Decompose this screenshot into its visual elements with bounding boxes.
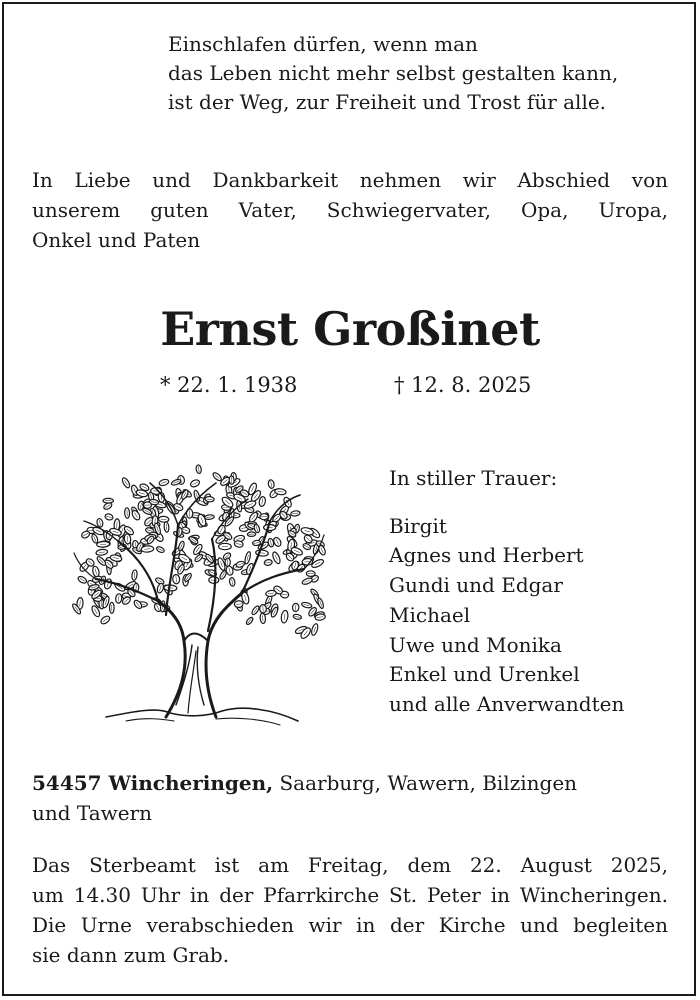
mourners-block	[389, 464, 624, 720]
intro-line: In Liebe und Dankbarkeit nehmen wir Abschied von	[32, 168, 668, 192]
poem	[168, 30, 618, 117]
location-places: Saarburg, Wawern, Bilzingen	[273, 771, 578, 795]
mourner-name: Uwe und Monika	[389, 632, 562, 657]
poem-line: das Leben nicht mehr selbst gestalten kann,	[168, 61, 619, 85]
deceased-name: Ernst Großinet	[160, 302, 540, 356]
poem-line: Einschlafen dürfen, wenn man	[168, 32, 478, 56]
intro-text	[32, 165, 668, 255]
mourner-name: Birgit	[389, 513, 447, 538]
service-text	[32, 850, 668, 970]
death-date: † 12. 8. 2025	[394, 373, 532, 397]
location-line2: und Tawern	[32, 801, 153, 825]
poem-line: ist der Weg, zur Freiheit und Trost für alle.	[168, 90, 607, 114]
birth-date: * 22. 1. 1938	[160, 373, 298, 397]
intro-line: Onkel und Paten	[32, 228, 201, 252]
service-line: um 14.30 Uhr in der Pfarrkirche St. Peter in Wincheringen.	[32, 883, 668, 907]
service-line: Das Sterbeamt ist am Freitag, dem 22. August 2025,	[32, 853, 668, 877]
location-town: 54457 Wincheringen,	[32, 771, 274, 795]
location-block	[32, 768, 668, 828]
intro-line: unserem guten Vater, Schwiegervater, Opa, Uropa,	[32, 198, 668, 222]
mourner-name: Gundi und Edgar	[389, 573, 563, 598]
mourner-name: und alle Anverwandten	[389, 691, 625, 716]
mourner-name: Michael	[389, 602, 471, 627]
service-line: sie dann zum Grab.	[32, 943, 230, 967]
mourner-name: Agnes und Herbert	[389, 543, 584, 568]
tree-icon	[66, 455, 332, 731]
mourner-name: Enkel und Urenkel	[389, 662, 580, 687]
service-line: Die Urne verabschieden wir in der Kirche und begleiten	[32, 913, 668, 937]
mourners-heading: In stiller Trauer:	[389, 466, 558, 490]
